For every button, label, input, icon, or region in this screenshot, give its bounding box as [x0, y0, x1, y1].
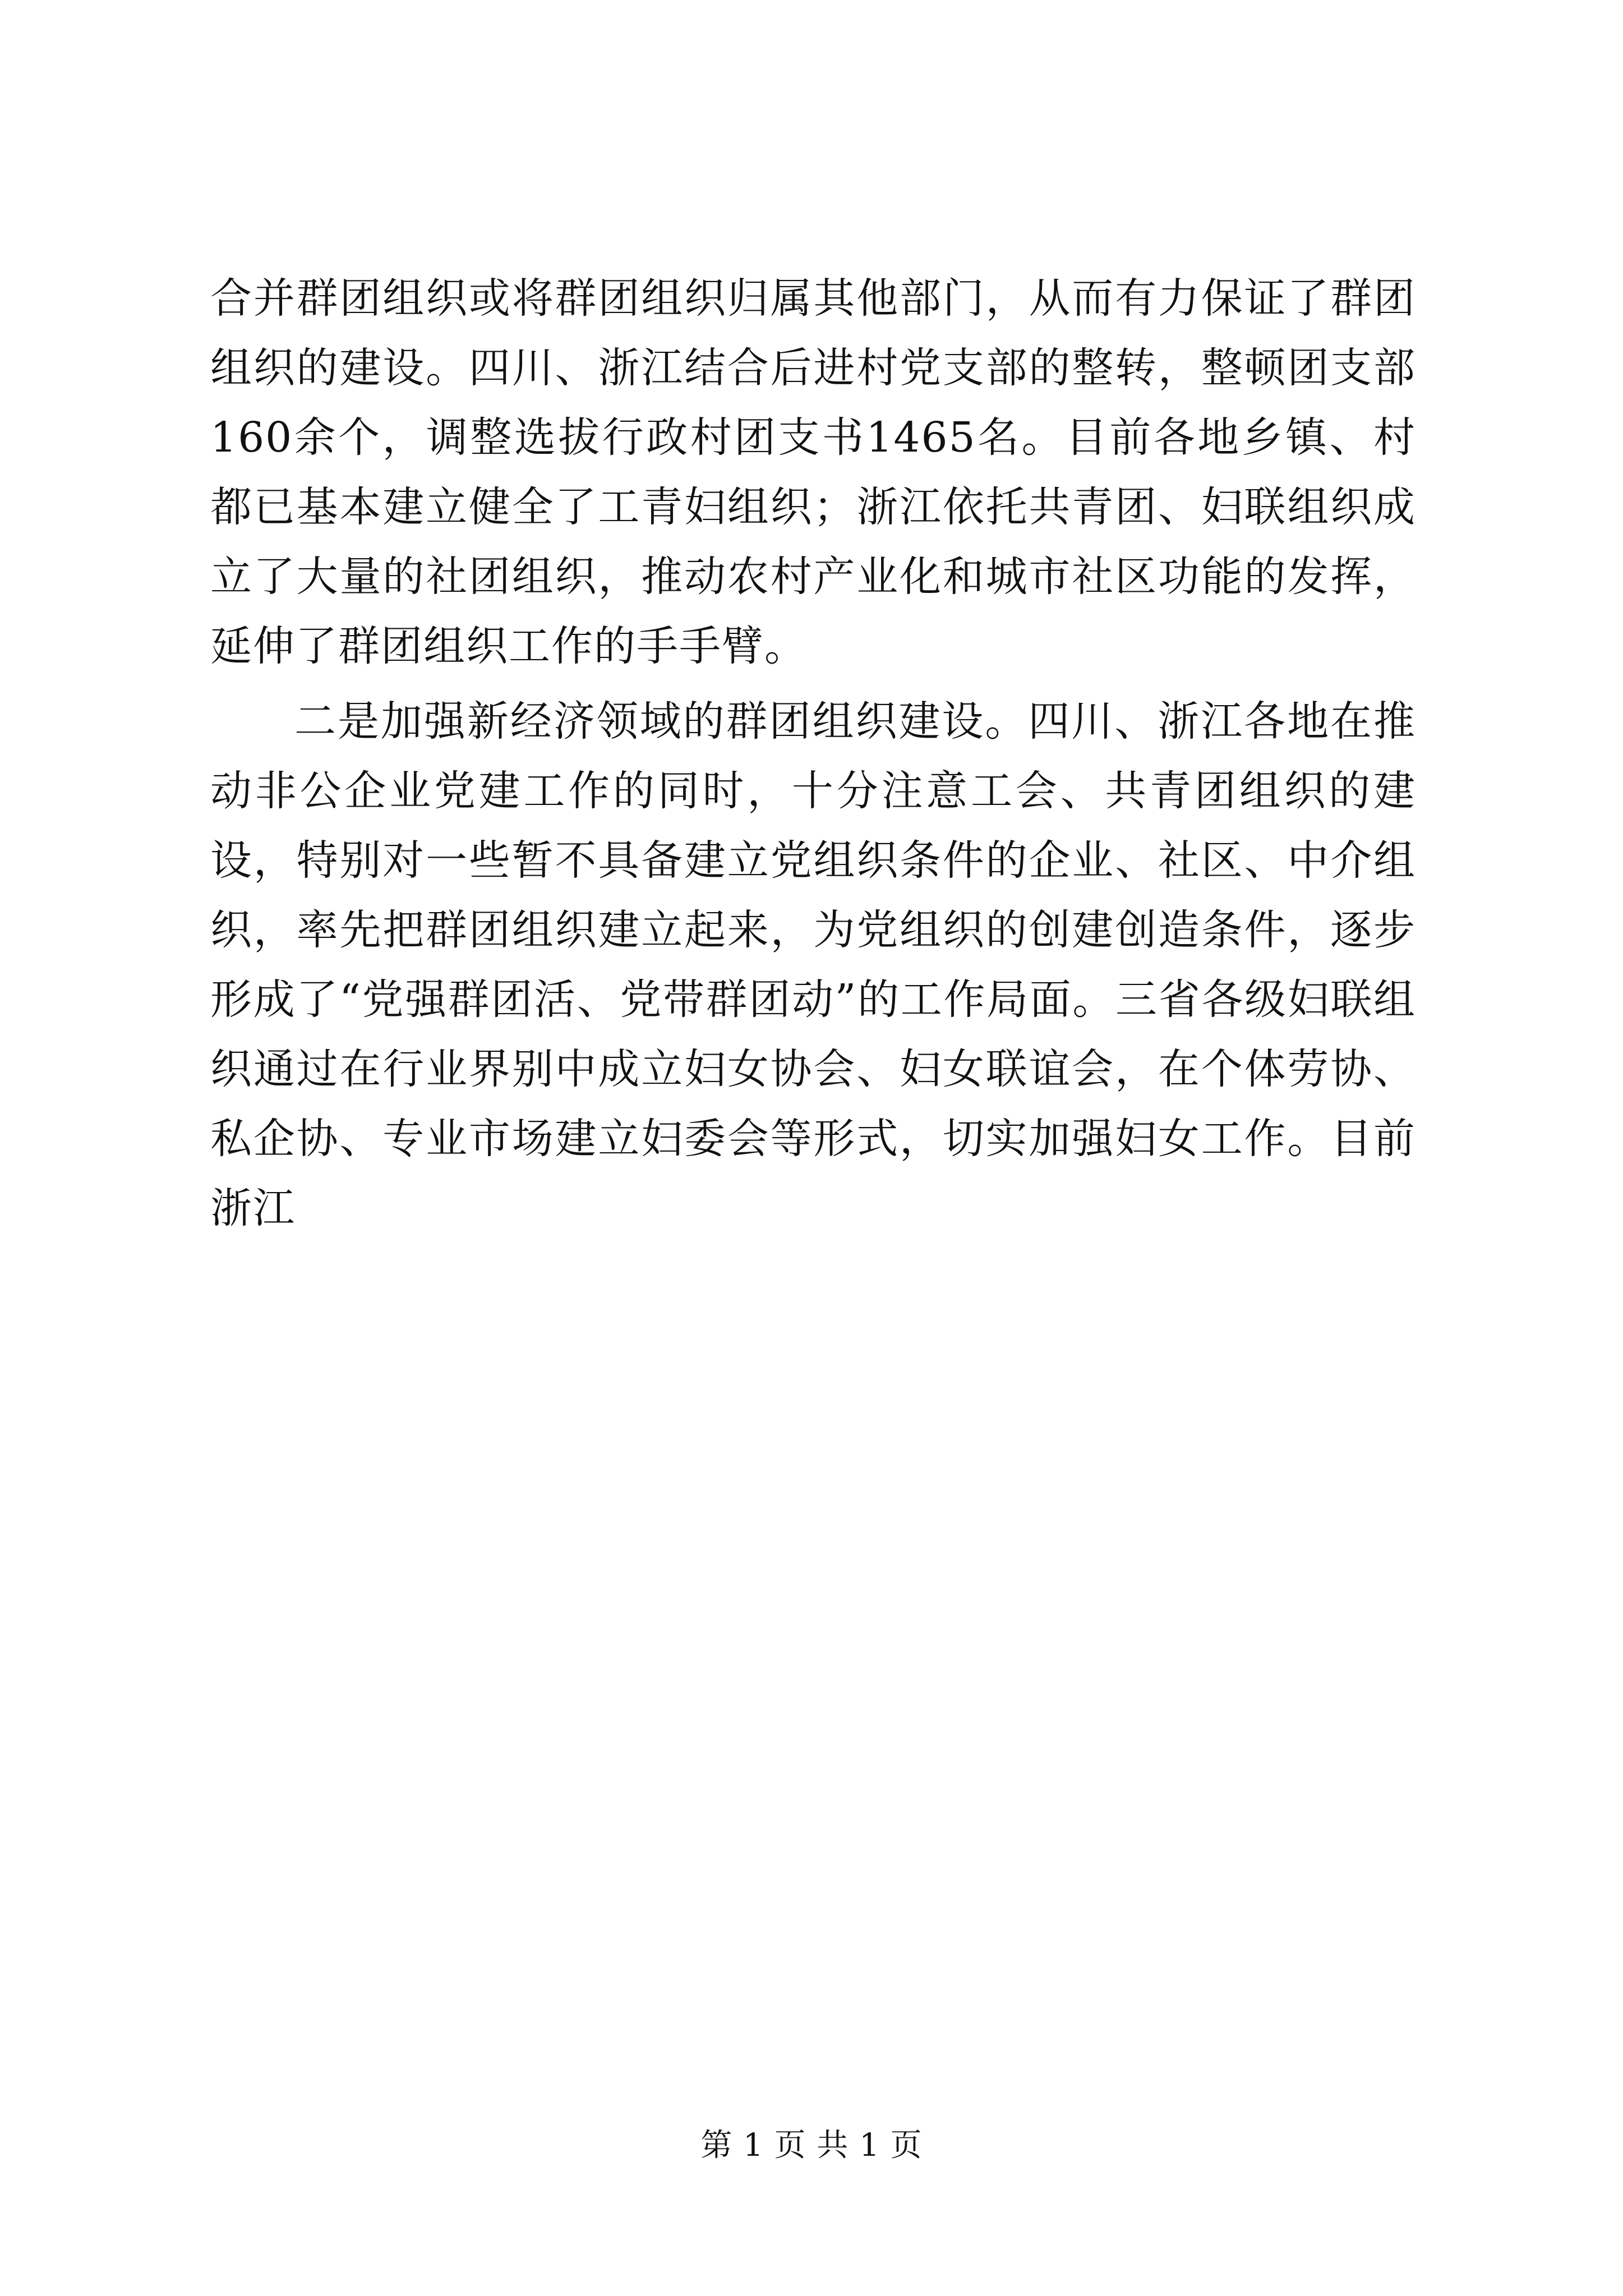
paragraph-1: 合并群团组织或将群团组织归属其他部门，从而有力保证了群团组织的建设。四川、浙江结合后进村党支部的整转，整顿团支部160余个，调整选拔行政村团支书1465名。目前各地乡镇、村都已基本建立健全了工青妇组织；浙江依托共青团、妇联组织成立了大量的社团组织，推动农村产业化和城市社区功能的发挥，延伸了群团组织工作的手手臂。 — [210, 274, 1416, 670]
page-footer: 第 1 页 共 1 页 — [700, 2127, 923, 2164]
document-body — [210, 264, 1416, 1243]
paragraph-2: 二是加强新经济领域的群团组织建设。四川、浙江各地在推动非公企业党建工作的同时，十分注意工会、共青团组织的建设，特别对一些暂不具备建立党组织条件的企业、社区、中介组织，率先把群团组织建立起来，为党组织的创建创造条件，逐步形成了“党强群团活、党带群团动”的工作局面。三省各级妇联组织通过在行业界别中成立妇女协会、妇女联谊会，在个体劳协、私企协、专业市场建立妇委会等形式，切实加强妇女工作。目前浙江 — [210, 697, 1416, 1232]
